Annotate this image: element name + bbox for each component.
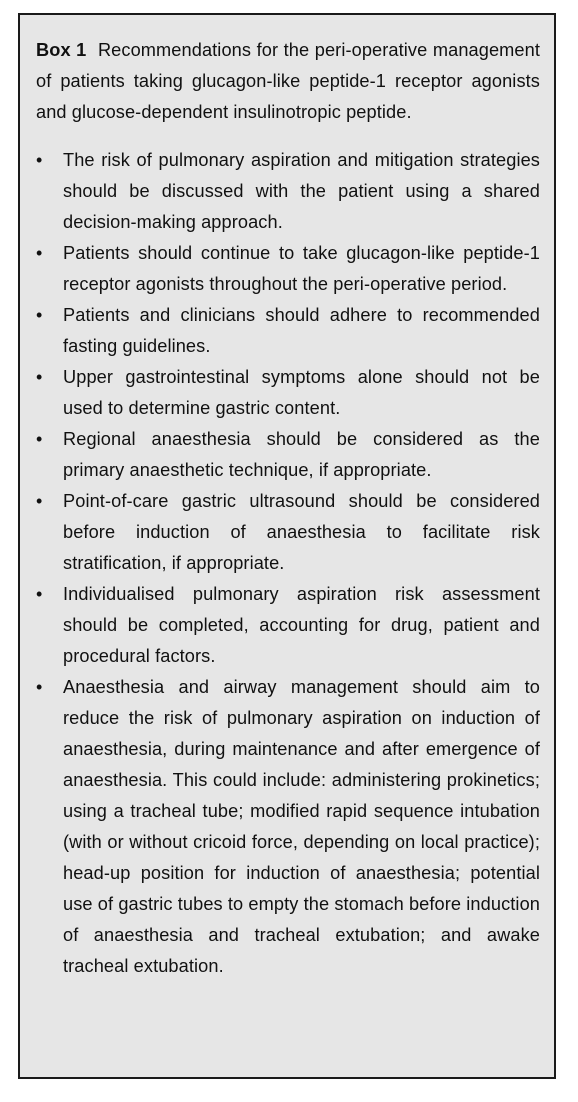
bullet-icon: • <box>36 429 43 449</box>
box-title: Recommendations for the peri-operative management of patients taking glucagon-like peptide-1 receptor agonists and glucose-dependent insulinotropic peptide. <box>36 40 541 122</box>
recommendation-item <box>36 424 540 486</box>
recommendation-item <box>36 238 540 300</box>
recommendations-box <box>18 13 556 1079</box>
recommendation-list <box>36 145 540 982</box>
box-header <box>36 35 540 128</box>
bullet-icon: • <box>36 150 43 170</box>
bullet-icon: • <box>36 491 43 511</box>
recommendation-text: Point-of-care gastric ultrasound should be considered before induction of anaesthesia to facilitate risk stratification, if appropriate. <box>63 491 540 573</box>
box-label: Box 1 <box>36 40 87 60</box>
recommendation-item <box>36 579 540 672</box>
recommendation-text: Individualised pulmonary aspiration risk assessment should be completed, accounting for drug, patient and procedural factors. <box>63 584 540 666</box>
recommendation-text: The risk of pulmonary aspiration and mitigation strategies should be discussed with the patient using a shared decision-making approach. <box>63 150 540 232</box>
recommendation-item <box>36 672 540 982</box>
recommendation-text: Regional anaesthesia should be considered as the primary anaesthetic technique, if appropriate. <box>63 429 540 480</box>
recommendation-text: Anaesthesia and airway management should aim to reduce the risk of pulmonary aspiration on induction of anaesthesia, during maintenance and after emergence of anaesthesia. This could include: administering prokinetics; using a tracheal tube; modified rapid sequence intubation (with or without cricoid force, depending on local practice); head-up position for induction of anaesthesia; potential use of gastric tubes to empty the stomach before induction of anaesthesia and tracheal extubation; and awake tracheal extubation. <box>63 677 540 976</box>
bullet-icon: • <box>36 243 43 263</box>
recommendation-item <box>36 362 540 424</box>
bullet-icon: • <box>36 305 43 325</box>
recommendation-text: Patients should continue to take glucagon-like peptide-1 receptor agonists throughout the peri-operative period. <box>63 243 540 294</box>
recommendation-text: Patients and clinicians should adhere to recommended fasting guidelines. <box>63 305 540 356</box>
bullet-icon: • <box>36 584 43 604</box>
recommendation-item <box>36 145 540 238</box>
bullet-icon: • <box>36 367 43 387</box>
recommendation-item <box>36 300 540 362</box>
recommendation-item <box>36 486 540 579</box>
bullet-icon: • <box>36 677 43 697</box>
recommendation-text: Upper gastrointestinal symptoms alone should not be used to determine gastric content. <box>63 367 540 418</box>
